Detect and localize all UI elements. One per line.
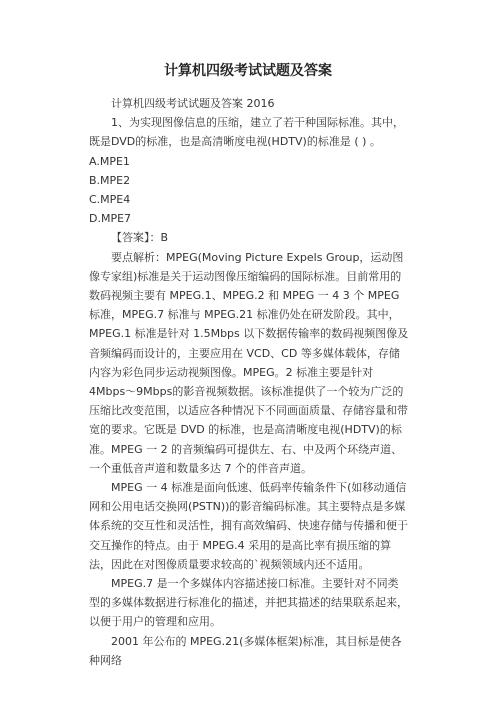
option-a: A.MPE1 <box>89 154 130 168</box>
mpeg4-paragraph: MPEG 一 4 标准是面向低速、低码率传输条件下(如移动通信网和公用电话交换网(PSTN))的影音编码标准。其主要特点是多媒体系统的交互性和灵活性，拥有高效编码、快速存储与传播和便于交互操作的特点。由于 MPEG.4 采用的是高比率有损压缩的算法，因此在对图像质量要求较高的`视频领域内还不适用。 <box>89 481 408 571</box>
answer-line: 【答案】：B <box>111 231 169 245</box>
mpeg7-paragraph: MPEG.7 是一个多媒体内容描述接口标准。主要针对不同类型的多媒体数据进行标准化的描述，并把其描述的结果联系起来，以便于用户的管理和应用。 <box>89 577 408 629</box>
option-b: B.MPE2 <box>89 173 131 187</box>
document-body <box>89 94 409 670</box>
option-d: D.MPE7 <box>89 212 132 226</box>
option-c: C.MPE4 <box>89 193 131 207</box>
subtitle-line: 计算机四级考试试题及答案 2016 <box>111 97 275 110</box>
mpeg21-paragraph: 2001 年公布的 MPEG.21(多媒体框架)标准，其目标是使各种网络 <box>89 634 402 667</box>
analysis-paragraph: 要点解析：MPEG(Moving Picture Expels Group，运动图像专家组)标准是关于运动图像压缩编码的国际标准。目前常用的数码视频主要有 MPEG.1、MPEG.2 和 MPEG 一 4 3 个 MPEG 标准，MPEG.7 标准与 MPEG.21 标准仍处在研发阶段。其中，MPEG.1 标准是针对 1.5Mbps 以下数据传输率的数码视频图像及音频编码而设计的，主要应用在 VCD、CD 等多媒体载体，存储内容为彩色同步运动视频图像。MPEG。2 标准主要是针对 4Mbps～9Mbps的影音视频数据。该标准提供了一个较为广泛的压缩比改变范围，以适应各种情况下不同画面质量、存储容量和带宽的要求。它既是 DVD 的标准，也是高清晰度电视(HDTV)的标准。MPEG 一 2 的音频编码可提供左、右、中及两个环绕声道、一个重低音声道和数量多达 7 个的伴音声道。 <box>89 250 409 475</box>
question-text: 1、为实现图像信息的压缩，建立了若干种国际标准。其中，既是DVD的标准，也是高清晰度电视(HDTV)的标准是 ( ) 。 <box>89 116 404 149</box>
document-title: 计算机四级考试试题及答案 <box>164 63 332 79</box>
